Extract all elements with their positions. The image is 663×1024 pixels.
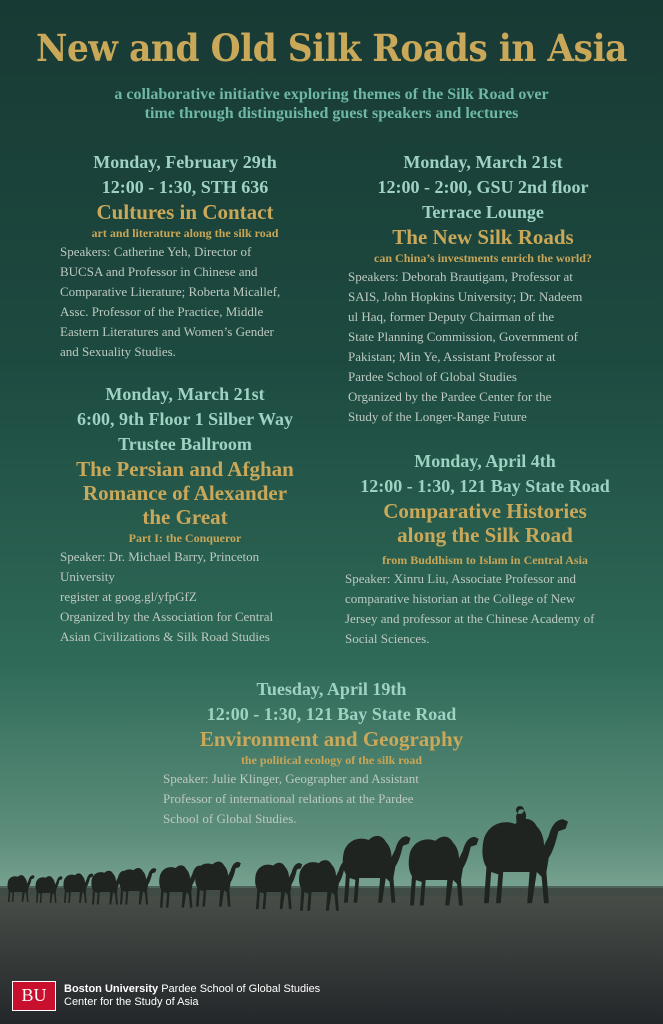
event-subtitle: can China’s investments enrich the world? (374, 251, 592, 265)
event-title (163, 727, 500, 751)
description-line: Assc. Professor of the Practice, Middle (60, 304, 264, 319)
event-subtitle: art and literature along the silk road (91, 226, 279, 240)
event-date: Tuesday, April 19th (256, 679, 407, 699)
event-time: 6:00, 9th Floor 1 Silber Way (76, 409, 294, 429)
event-subtitle: Part I: the Conqueror (128, 531, 242, 545)
description-line: Speakers: Deborah Brautigam, Professor at (348, 269, 573, 284)
footer-center: Center for the Study of Asia (64, 996, 199, 1008)
event-title (348, 225, 618, 249)
event-time: 12:00 - 1:30, STH 636 (101, 177, 269, 197)
event-comparative-histories (345, 449, 625, 649)
footer-university: Boston University (64, 983, 159, 995)
event-title-line: Comparative Histories (383, 499, 587, 523)
event-title-line: Cultures in Contact (96, 200, 274, 224)
event-title-line: The Persian and Afghan (76, 457, 294, 481)
subtitle-line: a collaborative initiative exploring themes of the Silk Road over (114, 86, 549, 103)
description-line: Comparative Literature; Roberta Micallef, (60, 284, 281, 299)
footer (12, 981, 332, 1013)
description-line: School of Global Studies. (163, 811, 297, 826)
description-line: Speaker: Julie Klinger, Geographer and Assistant (163, 771, 419, 786)
event-title-line: the Great (142, 505, 228, 529)
event-time: 12:00 - 1:30, 121 Bay State Road (360, 476, 610, 496)
description-line: Jersey and professor at the Chinese Academy of (345, 611, 595, 626)
event-description (348, 267, 618, 427)
description-line: Pakistan; Min Ye, Assistant Professor at (348, 349, 556, 364)
description-line: and Sexuality Studies. (60, 344, 176, 359)
event-time: 12:00 - 2:00, GSU 2nd floor (377, 177, 589, 197)
event-cultures-in-contact (60, 150, 310, 362)
subtitle-line: time through distinguished guest speakers and lectures (144, 105, 519, 122)
event-new-silk-roads (348, 150, 618, 427)
event-title (345, 499, 625, 547)
event-title-line: The New Silk Roads (392, 225, 574, 249)
event-description (60, 547, 310, 647)
description-line: Pardee School of Global Studies (348, 369, 517, 384)
event-date: Monday, April 4th (414, 451, 556, 471)
poster-subtitle (40, 85, 623, 123)
description-line: Organized by the Association for Central (60, 609, 274, 624)
event-time: 12:00 - 1:30, 121 Bay State Road (206, 704, 457, 724)
event-description (60, 242, 310, 362)
event-subtitle: from Buddhism to Islam in Central Asia (382, 553, 588, 567)
event-description (345, 569, 625, 649)
event-venue: Trustee Ballroom (118, 434, 252, 454)
description-line: BUCSA and Professor in Chinese and (60, 264, 258, 279)
event-date: Monday, February 29th (93, 152, 277, 172)
description-line: Social Sciences. (345, 631, 430, 646)
description-line: Speaker: Xinru Liu, Associate Professor and (345, 571, 577, 586)
event-title (60, 200, 310, 224)
event-venue: Terrace Lounge (422, 202, 544, 222)
description-line: Professor of international relations at the Pardee (163, 791, 414, 806)
description-line: Organized by the Pardee Center for the (348, 389, 552, 404)
event-date: Monday, March 21st (105, 384, 265, 404)
event-title-line: Romance of Alexander (82, 481, 288, 505)
description-line: ul Haq, former Deputy Chairman of the (348, 309, 555, 324)
event-title-line: along the Silk Road (397, 523, 573, 547)
event-persian-afghan-romance (60, 382, 310, 647)
description-line: Speaker: Dr. Michael Barry, Princeton (60, 549, 260, 564)
description-line: Eastern Literatures and Women’s Gender (60, 324, 274, 339)
bu-logo: BU (12, 981, 56, 1011)
event-date: Monday, March 21st (403, 152, 563, 172)
description-line: comparative historian at the College of New (345, 591, 576, 606)
description-line: University (60, 569, 115, 584)
description-line: State Planning Commission, Government of (348, 329, 579, 344)
poster-title: New and Old Silk Roads in Asia (35, 26, 628, 70)
registration-link[interactable]: register at goog.gl/yfpGfZ (60, 589, 197, 604)
description-line: Speakers: Catherine Yeh, Director of (60, 244, 252, 259)
description-line: Asian Civilizations & Silk Road Studies (60, 629, 270, 644)
description-line: Study of the Longer-Range Future (348, 409, 527, 424)
event-subtitle: the political ecology of the silk road (240, 753, 423, 767)
footer-school: Pardee School of Global Studies (158, 983, 321, 995)
footer-org-text (64, 983, 320, 1009)
footer-org-line (64, 983, 320, 996)
event-title (60, 457, 310, 529)
event-title-line: Environment and Geography (199, 727, 464, 751)
description-line: SAIS, John Hopkins University; Dr. Nadeem (348, 289, 583, 304)
